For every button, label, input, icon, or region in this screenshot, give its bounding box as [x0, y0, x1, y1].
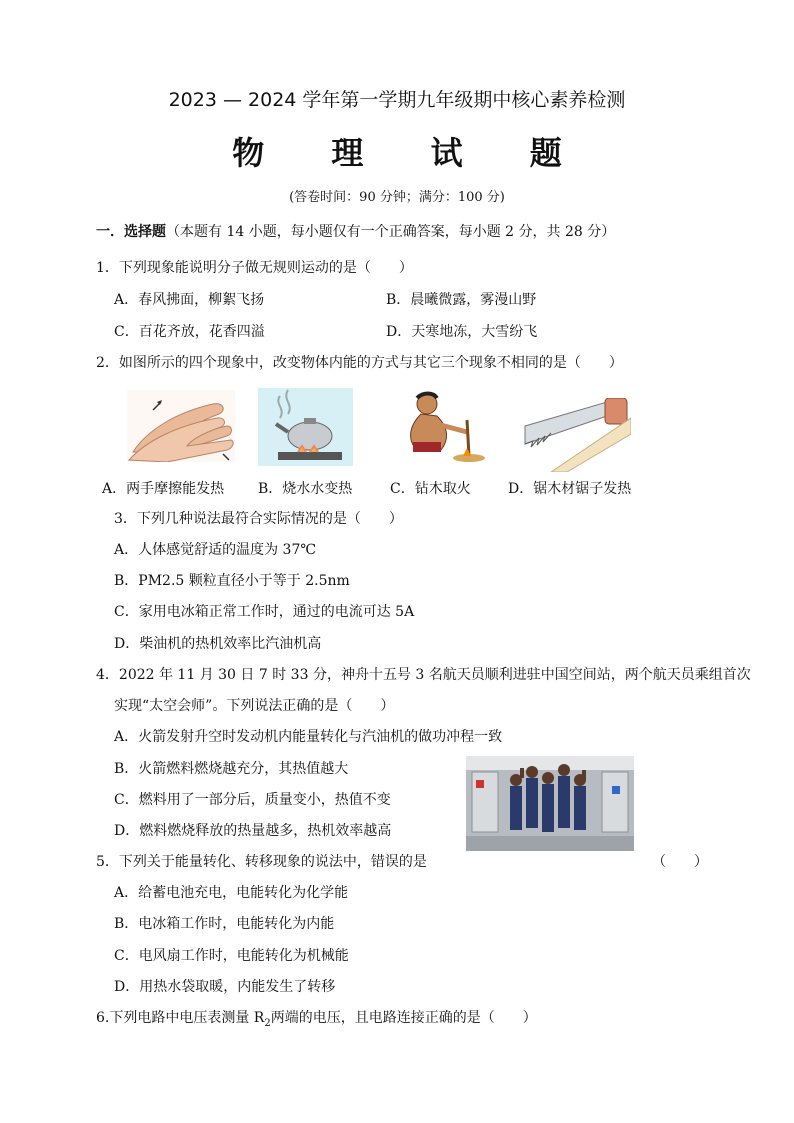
q4-option-a: A．火箭发射升空时发动机内能量转化与汽油机的做功冲程一致 [114, 729, 503, 745]
q1-option-a: A．春风拂面，柳絮飞扬 [114, 292, 265, 308]
q3-option-a: A．人体感觉舒适的温度为 37℃ [114, 542, 317, 558]
q6-stem-part2: 两端的电压，且电路连接正确的是（ ） [270, 1010, 537, 1026]
section-1-heading [96, 222, 615, 242]
q1-option-d: D．天寒地冻，大雪纷飞 [386, 324, 538, 340]
q4-option-d: D．燃料燃烧释放的热量越多，热机效率越高 [114, 823, 392, 839]
q5-stem: 5．下列关于能量转化、转移现象的说法中，错误的是 [96, 854, 427, 870]
kettle-image [258, 388, 353, 466]
q3-option-b: B．PM2.5 颗粒直径小于等于 2.5nm [114, 573, 350, 589]
q5-option-d: D．用热水袋取暖，内能发生了转移 [114, 979, 336, 995]
q1-stem: 1．下列现象能说明分子做无规则运动的是（ ） [96, 260, 413, 276]
q4-option-c: C．燃料用了一部分后，质量变小，热值不变 [114, 792, 391, 808]
q4-option-b: B．火箭燃料燃烧越充分，其热值越大 [114, 761, 349, 777]
exam-info: (答卷时间：90 分钟；满分：100 分) [289, 190, 505, 205]
q3-option-c: C．家用电冰箱正常工作时，通过的电流可达 5A [114, 604, 415, 620]
q6-stem-part1: 6.下列电路中电压表测量 R [96, 1010, 265, 1026]
q2-option-a: A．两手摩擦能发热 [102, 481, 225, 497]
q2-option-b: B．烧水水变热 [258, 481, 353, 497]
q6-stem [96, 1008, 537, 1034]
q4-stem-line2: 实现“太空会师”。下列说法正确的是（ ） [114, 698, 395, 714]
q3-stem: 3．下列几种说法最符合实际情况的是（ ） [114, 511, 403, 527]
q4-stem-line1: 4．2022 年 11 月 30 日 7 时 33 分，神舟十五号 3 名航天员顺利进驻中国空间站，两个航天员乘组首次 [96, 667, 751, 683]
q5-option-a: A．给蓄电池充电，电能转化为化学能 [114, 885, 349, 901]
q2-option-d: D．锯木材锯子发热 [508, 481, 632, 497]
exam-header-title: 2023 — 2024 学年第一学期九年级期中核心素养检测 [168, 89, 626, 111]
q1-option-b: B．晨曦微露，雾漫山野 [386, 292, 537, 308]
q2-option-c: C．钻木取火 [390, 481, 471, 497]
hands-rubbing-image [127, 390, 235, 462]
q3-option-d: D．柴油机的热机效率比汽油机高 [114, 636, 322, 652]
q2-stem: 2．如图所示的四个现象中，改变物体内能的方式与其它三个现象不相同的是（ ） [96, 355, 623, 371]
drill-fire-image [397, 390, 492, 466]
q6-subscript: 2 [264, 1017, 271, 1029]
saw-wood-image [523, 398, 631, 472]
section-1-title: 一．选择题 [96, 224, 166, 240]
section-1-note: （本题有 14 小题，每小题仅有一个正确答案，每小题 2 分，共 28 分） [166, 224, 616, 240]
q5-option-b: B．电冰箱工作时，电能转化为内能 [114, 916, 335, 932]
space-station-astronauts-image [466, 756, 634, 851]
q1-option-c: C．百花齐放，花香四溢 [114, 324, 265, 340]
q5-answer-bracket: （ ） [652, 854, 708, 870]
exam-main-title: 物 理 试 题 [232, 134, 590, 172]
q5-option-c: C．电风扇工作时，电能转化为机械能 [114, 948, 349, 964]
